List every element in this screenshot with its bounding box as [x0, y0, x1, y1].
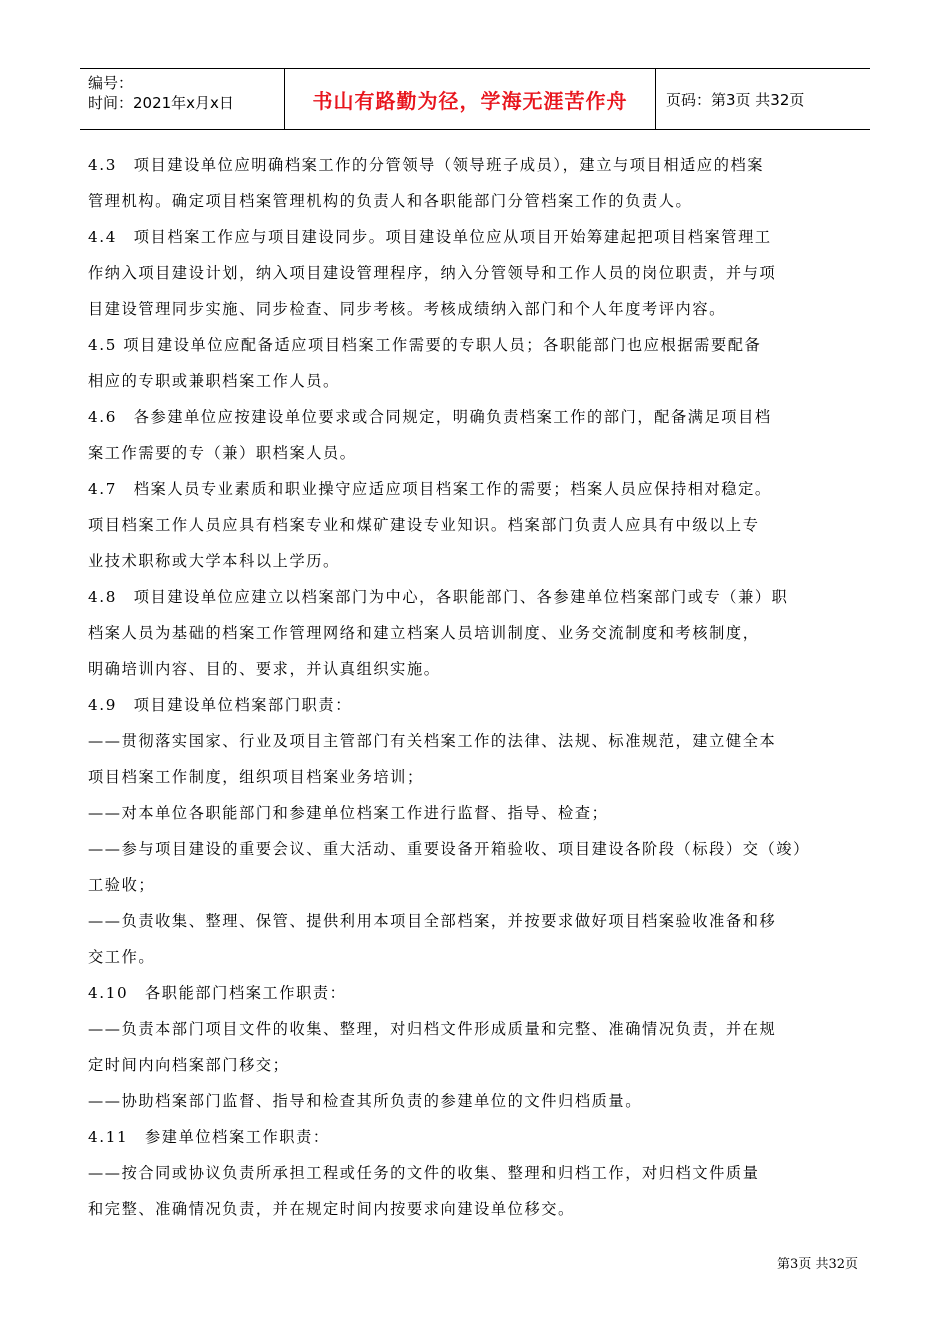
text-line: ——参与项目建设的重要会议、重大活动、重要设备开箱验收、项目建设各阶段（标段）交（竣）	[88, 840, 810, 858]
document-body	[88, 147, 864, 1227]
text-line: 4.3 项目建设单位应明确档案工作的分管领导（领导班子成员），建立与项目相适应的档案	[88, 156, 765, 174]
text-line: 4.9 项目建设单位档案部门职责：	[88, 696, 352, 714]
page-header	[80, 68, 870, 130]
document-number-label: 编号：	[88, 74, 134, 92]
header-motto: 书山有路勤为径，学海无涯苦作舟	[284, 69, 656, 129]
text-line: 工验收；	[88, 876, 156, 894]
text-line: 4.8 项目建设单位应建立以档案部门为中心，各职能部门、各参建单位档案部门或专（兼）职	[88, 588, 789, 606]
text-line: 案工作需要的专（兼）职档案人员。	[88, 444, 357, 462]
text-line: 项目档案工作制度，组织项目档案业务培训；	[88, 768, 424, 786]
text-line: ——负责收集、整理、保管、提供利用本项目全部档案，并按要求做好项目档案验收准备和移	[88, 912, 777, 930]
text-line: ——对本单位各职能部门和参建单位档案工作进行监督、指导、检查；	[88, 804, 609, 822]
header-meta	[80, 69, 284, 129]
text-line: 项目档案工作人员应具有档案专业和煤矿建设专业知识。档案部门负责人应具有中级以上专	[88, 516, 760, 534]
text-line: 档案人员为基础的档案工作管理网络和建立档案人员培训制度、业务交流制度和考核制度，	[88, 624, 760, 642]
text-line: 目建设管理同步实施、同步检查、同步考核。考核成绩纳入部门和个人年度考评内容。	[88, 300, 726, 318]
text-line: 4.6 各参建单位应按建设单位要求或合同规定，明确负责档案工作的部门，配备满足项目档	[88, 408, 772, 426]
header-page-number: 页码：第3页 共32页	[666, 90, 805, 109]
text-line: 作纳入项目建设计划，纳入项目建设管理程序，纳入分管领导和工作人员的岗位职责，并与项	[88, 264, 777, 282]
text-line: 和完整、准确情况负责，并在规定时间内按要求向建设单位移交。	[88, 1200, 575, 1218]
text-line: 定时间内向档案部门移交；	[88, 1056, 290, 1074]
text-line: ——按合同或协议负责所承担工程或任务的文件的收集、整理和归档工作，对归档文件质量	[88, 1164, 760, 1182]
text-line: 相应的专职或兼职档案工作人员。	[88, 372, 340, 390]
text-line: 明确培训内容、目的、要求，并认真组织实施。	[88, 660, 441, 678]
document-date-label: 时间：2021年x月x日	[88, 94, 234, 112]
text-line: 4.7 档案人员专业素质和职业操守应适应项目档案工作的需要；档案人员应保持相对稳定。	[88, 480, 772, 498]
text-line: 业技术职称或大学本科以上学历。	[88, 552, 340, 570]
text-line: 4.4 项目档案工作应与项目建设同步。项目建设单位应从项目开始筹建起把项目档案管理工	[88, 228, 772, 246]
page-footer: 第3页 共32页	[777, 1257, 858, 1272]
text-line: 4.5 项目建设单位应配备适应项目档案工作需要的专职人员；各职能部门也应根据需要配备	[88, 336, 762, 354]
text-line: ——贯彻落实国家、行业及项目主管部门有关档案工作的法律、法规、标准规范，建立健全本	[88, 732, 777, 750]
text-line: 管理机构。确定项目档案管理机构的负责人和各职能部门分管档案工作的负责人。	[88, 192, 693, 210]
text-line: 4.10 各职能部门档案工作职责：	[88, 984, 347, 1002]
text-line: 4.11 参建单位档案工作职责：	[88, 1128, 330, 1146]
text-line: ——负责本部门项目文件的收集、整理，对归档文件形成质量和完整、准确情况负责，并在规	[88, 1020, 777, 1038]
text-line: 交工作。	[88, 948, 156, 966]
text-line: ——协助档案部门监督、指导和检查其所负责的参建单位的文件归档质量。	[88, 1092, 642, 1110]
